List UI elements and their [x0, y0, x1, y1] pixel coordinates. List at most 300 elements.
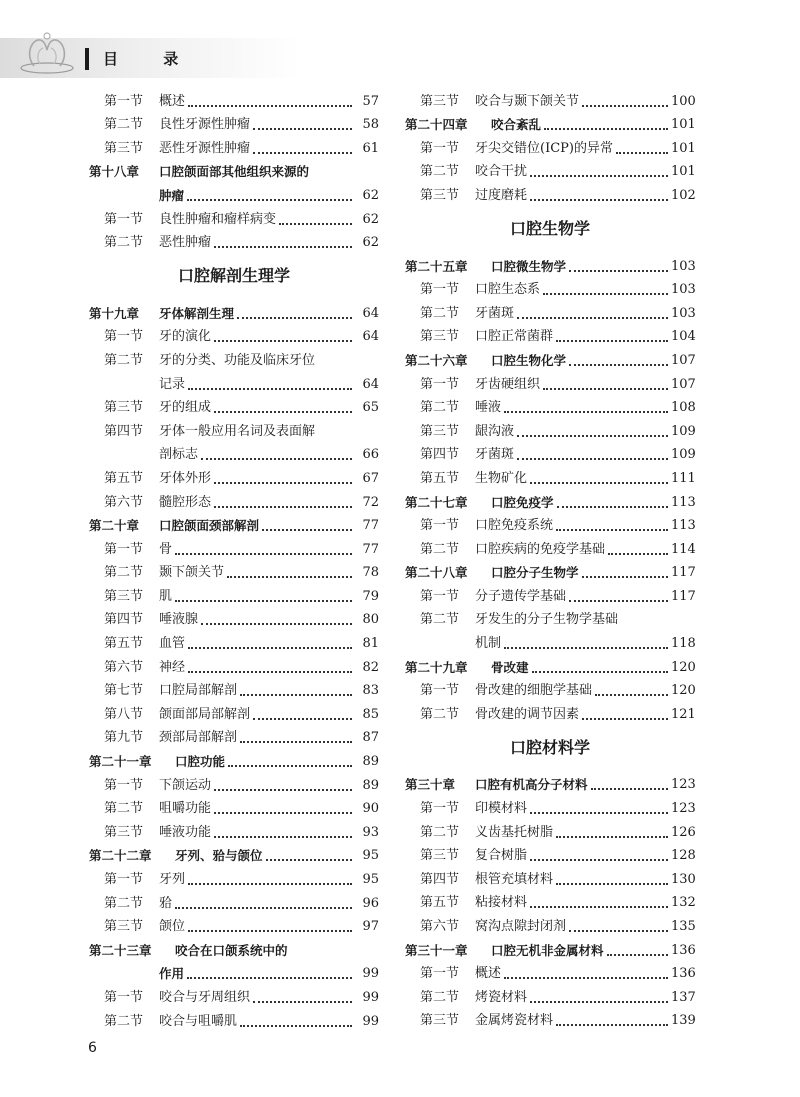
page-ref: 114: [671, 541, 696, 557]
page-ref: 62: [362, 187, 379, 203]
page-ref: 101: [671, 164, 696, 180]
section-title: 恶性牙源性肿瘤: [159, 140, 251, 156]
section-title: 颌位: [159, 919, 186, 935]
section-title: 骨: [159, 541, 173, 557]
toc-line: [89, 817, 379, 841]
section-label: 第三节: [104, 400, 144, 416]
leader-dots: [543, 292, 668, 295]
page-ref: 103: [671, 258, 696, 274]
page-ref: 87: [362, 730, 379, 746]
leader-dots: [504, 646, 668, 649]
section-label: 第二节: [104, 235, 144, 251]
toc-line: [89, 345, 379, 369]
section-label: 第五节: [104, 470, 144, 486]
toc-line: [89, 157, 379, 181]
chapter-title: 口腔免疫学: [491, 494, 554, 510]
chapter-label: 第二十二章: [89, 848, 152, 864]
toc-section-entry: [89, 676, 379, 700]
section-label: 第一节: [420, 966, 460, 982]
toc-section-entry: [89, 628, 379, 652]
toc-line: [89, 534, 379, 558]
page-ref: 64: [362, 305, 379, 321]
leader-dots: [544, 127, 668, 130]
leader-dots: [253, 717, 352, 720]
section-title: 下颌运动: [159, 777, 212, 793]
toc-line: [89, 393, 379, 417]
section-title: 烤瓷材料: [475, 989, 528, 1005]
toc-chapter-entry: [405, 487, 695, 511]
toc-section-entry: [89, 723, 379, 747]
chapter-label: 第二十五章: [405, 258, 468, 274]
toc-section-entry: [405, 959, 695, 983]
toc-line-continued: [405, 628, 695, 652]
section-label: 第一节: [420, 588, 460, 604]
leader-dots: [214, 811, 352, 814]
leader-dots: [556, 1023, 668, 1026]
section-label: 第一节: [104, 989, 144, 1005]
toc-line: [405, 841, 695, 865]
part-heading: 口腔材料学: [509, 737, 590, 757]
page-ref: 118: [671, 636, 696, 652]
page-ref: 136: [671, 966, 696, 982]
toc-line: [405, 180, 695, 204]
leader-dots: [556, 882, 668, 885]
section-label: 第四节: [104, 423, 144, 439]
section-title: 生物矿化: [475, 470, 528, 486]
section-title: 良性肿瘤和瘤样病变: [159, 211, 277, 227]
leader-dots: [214, 788, 352, 791]
chapter-label: 第二十九章: [405, 659, 468, 675]
chapter-label: 第二十六章: [405, 352, 468, 368]
toc-section-entry: [405, 511, 695, 535]
toc-section-entry: [89, 463, 379, 487]
section-label: 第三节: [104, 824, 144, 840]
section-title: 颈部局部解剖: [159, 730, 238, 746]
toc-line: [405, 393, 695, 417]
toc-line: [405, 86, 695, 110]
section-title: 根管充填材料: [475, 871, 554, 887]
leader-dots: [556, 339, 668, 342]
toc-section-entry: [89, 534, 379, 558]
section-title: 牙齿硬组织: [475, 376, 541, 392]
section-label: 第二节: [420, 706, 460, 722]
page-ref: 97: [362, 919, 379, 935]
toc-section-entry: [405, 534, 695, 558]
section-label: 第八节: [104, 706, 144, 722]
chapter-title: 咬合紊乱: [491, 117, 542, 133]
leader-dots: [227, 575, 352, 578]
page-ref: 95: [362, 872, 379, 887]
leader-dots: [237, 316, 352, 319]
toc-line: [405, 110, 695, 134]
toc-section-entry: [405, 275, 695, 299]
toc-line: [405, 487, 695, 511]
title-continued: 作用: [159, 966, 185, 982]
section-label: 第二节: [104, 352, 144, 368]
leader-dots: [582, 575, 668, 578]
toc-section-entry: [89, 204, 379, 228]
page-ref: 103: [671, 305, 696, 321]
page-ref: 72: [362, 494, 379, 510]
toc-line: [405, 298, 695, 322]
section-label: 第二节: [420, 824, 460, 840]
toc-line: [405, 133, 695, 157]
toc-line: [405, 652, 695, 676]
page-ref: 64: [362, 376, 379, 392]
toc-line: [405, 888, 695, 912]
chapter-title: 口腔分子生物学: [491, 565, 579, 581]
section-title: 义齿基托树脂: [475, 824, 554, 840]
chapter-label: 第二十三章: [89, 942, 152, 958]
toc-chapter-entry: [89, 511, 379, 535]
toc-section-entry: [89, 1006, 379, 1030]
toc-section-entry: [405, 180, 695, 204]
page-ref: 113: [671, 518, 696, 534]
toc-line-continued: [89, 369, 379, 393]
leader-dots: [279, 222, 352, 225]
toc-line: [405, 463, 695, 487]
section-label: 第四节: [420, 871, 460, 887]
leader-dots: [253, 127, 352, 130]
toc-section-entry: [405, 322, 695, 346]
toc-line: [89, 110, 379, 134]
page-ref: 102: [671, 187, 696, 203]
section-title: 口腔疾病的免疫学基础: [475, 541, 606, 557]
toc-section-entry: [89, 912, 379, 936]
section-title: 复合树脂: [475, 848, 528, 864]
section-title: 口腔生态系: [475, 282, 541, 298]
section-title: 口腔免疫系统: [475, 518, 554, 534]
page-ref: 135: [671, 919, 696, 934]
toc-line: [405, 699, 695, 723]
chapter-title: 骨改建: [491, 659, 529, 675]
section-title: 恶性肿瘤: [159, 235, 212, 251]
title-continued: 肿瘤: [159, 187, 185, 203]
section-label: 第一节: [420, 518, 460, 534]
toc-section-entry: [405, 982, 695, 1006]
toc-section-entry: [89, 888, 379, 912]
toc-line: [89, 982, 379, 1006]
logo-icon: [16, 28, 78, 78]
page-ref: 107: [671, 376, 696, 392]
page-ref: 99: [362, 1013, 379, 1029]
toc-section-entry: [89, 652, 379, 676]
leader-dots: [175, 906, 352, 909]
section-label: 第二节: [420, 305, 460, 321]
toc-line: [405, 935, 695, 959]
toc-chapter-entry: [89, 746, 379, 770]
section-title: 窝沟点隙封闭剂: [475, 919, 567, 934]
leader-dots: [591, 787, 668, 790]
toc-line: [405, 157, 695, 181]
toc-line: [89, 86, 379, 110]
leader-dots: [556, 528, 668, 531]
section-title: 牙菌斑: [475, 305, 515, 321]
toc-line: [405, 275, 695, 299]
page-ref: 79: [362, 588, 379, 604]
page-ref: 121: [671, 706, 696, 722]
toc-chapter-entry: [89, 841, 379, 865]
toc-line: [89, 463, 379, 487]
page-ref: 81: [362, 636, 379, 652]
section-label: 第五节: [420, 470, 460, 486]
section-title: 唾液功能: [159, 824, 212, 840]
toc-section-entry: [89, 605, 379, 629]
section-title: 牙列: [159, 872, 186, 887]
toc-section-entry: [405, 86, 695, 110]
section-label: 第三节: [104, 588, 144, 604]
toc-chapter-entry: [89, 298, 379, 322]
toc-section-entry: [89, 699, 379, 723]
leader-dots: [188, 929, 352, 932]
leader-dots: [530, 905, 668, 908]
toc-section-entry: [89, 817, 379, 841]
toc-line: [405, 817, 695, 841]
toc-section-entry: [405, 888, 695, 912]
section-label: 第七节: [104, 683, 144, 699]
section-label: 第一节: [104, 329, 144, 345]
section-label: 第一节: [104, 872, 144, 887]
toc-line: [89, 416, 379, 440]
section-label: 第二节: [420, 989, 460, 1005]
page-ref: 67: [362, 470, 379, 486]
chapter-label: 第三十一章: [405, 942, 468, 958]
page-ref: 120: [671, 659, 696, 675]
section-label: 第三节: [420, 848, 460, 864]
toc-section-entry: [405, 416, 695, 440]
leader-dots: [582, 717, 668, 720]
leader-dots: [608, 552, 668, 555]
page-ref: 117: [671, 565, 696, 581]
section-label: 第六节: [104, 659, 144, 675]
toc-line: [405, 1006, 695, 1030]
section-title: 颞下颌关节: [159, 565, 225, 581]
page-ref: 101: [671, 117, 696, 133]
section-label: 第二节: [420, 400, 460, 416]
section-title: 粘接材料: [475, 895, 528, 911]
toc-line: [89, 864, 379, 888]
section-label: 第三节: [420, 187, 460, 203]
section-label: 第一节: [104, 777, 144, 793]
page-ref: 89: [362, 777, 379, 793]
toc-line-continued: [89, 440, 379, 464]
toc-chapter-entry: [405, 652, 695, 676]
section-title: 唾液: [475, 400, 502, 416]
toc-line: [405, 345, 695, 369]
leader-dots: [240, 1024, 352, 1027]
page-ref: 137: [671, 989, 696, 1005]
toc-line: [89, 652, 379, 676]
toc-line: [405, 581, 695, 605]
chapter-title: 口腔微生物学: [491, 258, 567, 274]
leader-dots: [201, 622, 352, 625]
toc-line: [405, 440, 695, 464]
section-title: 𬌗: [159, 895, 173, 911]
leader-dots: [188, 387, 352, 390]
page-ref: 83: [362, 683, 379, 699]
toc-line: [405, 982, 695, 1006]
section-title: 牙菌斑: [475, 447, 515, 463]
page-title: 目 录: [103, 50, 199, 68]
toc-line: [405, 676, 695, 700]
section-title: 唾液腺: [159, 612, 199, 628]
leader-dots: [188, 670, 352, 673]
page-ref: 123: [671, 777, 696, 793]
section-title: 牙发生的分子生物学基础: [475, 612, 619, 628]
toc-line: [89, 298, 379, 322]
section-title: 髓腔形态: [159, 494, 212, 510]
toc-line: [405, 770, 695, 794]
leader-dots: [187, 976, 352, 979]
section-title: 咬合与咀嚼肌: [159, 1013, 238, 1029]
leader-dots: [187, 198, 352, 201]
toc-line: [89, 322, 379, 346]
leader-dots: [532, 670, 668, 673]
leader-dots: [175, 599, 352, 602]
section-label: 第三节: [420, 1013, 460, 1029]
toc-line: [89, 723, 379, 747]
page-ref: 66: [362, 447, 379, 463]
leader-dots: [569, 269, 668, 272]
page-ref: 89: [362, 754, 379, 770]
chapter-label: 第二十四章: [405, 117, 468, 133]
page-ref: 64: [362, 329, 379, 345]
toc-line: [89, 699, 379, 723]
leader-dots: [582, 104, 668, 107]
section-label: 第四节: [420, 447, 460, 463]
leader-dots: [569, 929, 668, 932]
toc-line: [89, 605, 379, 629]
toc-section-entry: [89, 416, 379, 463]
section-title: 牙尖交错位(ICP)的异常: [475, 140, 613, 156]
chapter-title: 口腔功能: [175, 754, 226, 770]
toc-section-entry: [89, 345, 379, 392]
leader-dots: [214, 835, 352, 838]
section-label: 第三节: [104, 140, 144, 156]
leader-dots: [240, 693, 352, 696]
section-title: 概述: [475, 966, 502, 982]
header-divider: [85, 48, 89, 70]
leader-dots: [607, 953, 668, 956]
toc-line: [89, 794, 379, 818]
leader-dots: [530, 858, 668, 861]
toc-line: [405, 534, 695, 558]
toc-line-continued: [89, 180, 379, 204]
section-label: 第一节: [420, 140, 460, 156]
chapter-label: 第二十章: [89, 518, 140, 534]
toc-section-entry: [89, 794, 379, 818]
leader-dots: [228, 764, 352, 767]
toc-chapter-entry: [405, 770, 695, 794]
toc-section-entry: [89, 393, 379, 417]
leader-dots: [214, 245, 352, 248]
section-label: 第二节: [104, 801, 144, 817]
toc-section-entry: [405, 841, 695, 865]
leader-dots: [504, 410, 668, 413]
section-label: 第三节: [420, 329, 460, 345]
page-ref: 99: [362, 989, 379, 1005]
toc-line: [89, 746, 379, 770]
toc-line: [89, 581, 379, 605]
page-ref: 99: [362, 966, 379, 982]
toc-line: [405, 416, 695, 440]
leader-dots: [214, 505, 352, 508]
section-label: 第二节: [104, 895, 144, 911]
section-label: 第六节: [104, 494, 144, 510]
section-label: 第一节: [420, 801, 460, 817]
section-title: 咀嚼功能: [159, 801, 212, 817]
toc-section-entry: [405, 676, 695, 700]
page-ref: 90: [362, 801, 379, 817]
toc-line: [405, 251, 695, 275]
section-label: 第二节: [104, 1013, 144, 1029]
leader-dots: [517, 457, 668, 460]
section-title: 口腔正常菌群: [475, 329, 554, 345]
page-ref: 139: [671, 1013, 696, 1029]
toc-line: [405, 605, 695, 629]
section-label: 第二节: [104, 117, 144, 133]
toc-line: [89, 511, 379, 535]
chapter-title: 口腔生物化学: [491, 352, 567, 368]
chapter-label: 第二十八章: [405, 565, 468, 581]
leader-dots: [188, 646, 352, 649]
section-title: 概述: [159, 93, 186, 109]
toc-section-entry: [405, 793, 695, 817]
toc-section-entry: [89, 322, 379, 346]
page-ref: 85: [362, 706, 379, 722]
leader-dots: [569, 599, 668, 602]
section-label: 第二节: [420, 612, 460, 628]
page-ref: 101: [671, 140, 696, 156]
toc-section-entry: [89, 558, 379, 582]
leader-dots: [266, 858, 352, 861]
page-ref: 128: [671, 848, 696, 864]
page-ref: 117: [671, 588, 696, 604]
page-ref: 103: [671, 282, 696, 298]
section-title: 骨改建的调节因素: [475, 706, 580, 722]
toc-section-entry: [405, 864, 695, 888]
page-ref: 109: [671, 447, 696, 463]
section-label: 第一节: [420, 683, 460, 699]
toc-chapter-entry: [89, 935, 379, 982]
toc-line: [89, 841, 379, 865]
leader-dots: [556, 835, 668, 838]
toc-section-entry: [405, 911, 695, 935]
toc-section-entry: [89, 770, 379, 794]
toc-section-entry: [405, 817, 695, 841]
section-label: 第一节: [420, 282, 460, 298]
section-title: 龈沟液: [475, 423, 515, 439]
toc-section-entry: [405, 157, 695, 181]
page-ref: 58: [362, 117, 379, 133]
page-ref: 113: [671, 494, 696, 510]
section-label: 第一节: [420, 376, 460, 392]
page-ref: 120: [671, 683, 696, 699]
toc-line: [89, 487, 379, 511]
page-ref: 108: [671, 400, 696, 416]
section-label: 第一节: [104, 93, 144, 109]
leader-dots: [188, 882, 352, 885]
toc-line: [405, 322, 695, 346]
toc-section-entry: [89, 487, 379, 511]
section-title: 咬合干扰: [475, 164, 528, 180]
section-label: 第一节: [104, 541, 144, 557]
toc-line: [89, 558, 379, 582]
section-title: 过度磨耗: [475, 187, 528, 203]
section-title: 口腔局部解剖: [159, 683, 238, 699]
page-ref: 82: [362, 659, 379, 675]
toc-section-entry: [405, 440, 695, 464]
